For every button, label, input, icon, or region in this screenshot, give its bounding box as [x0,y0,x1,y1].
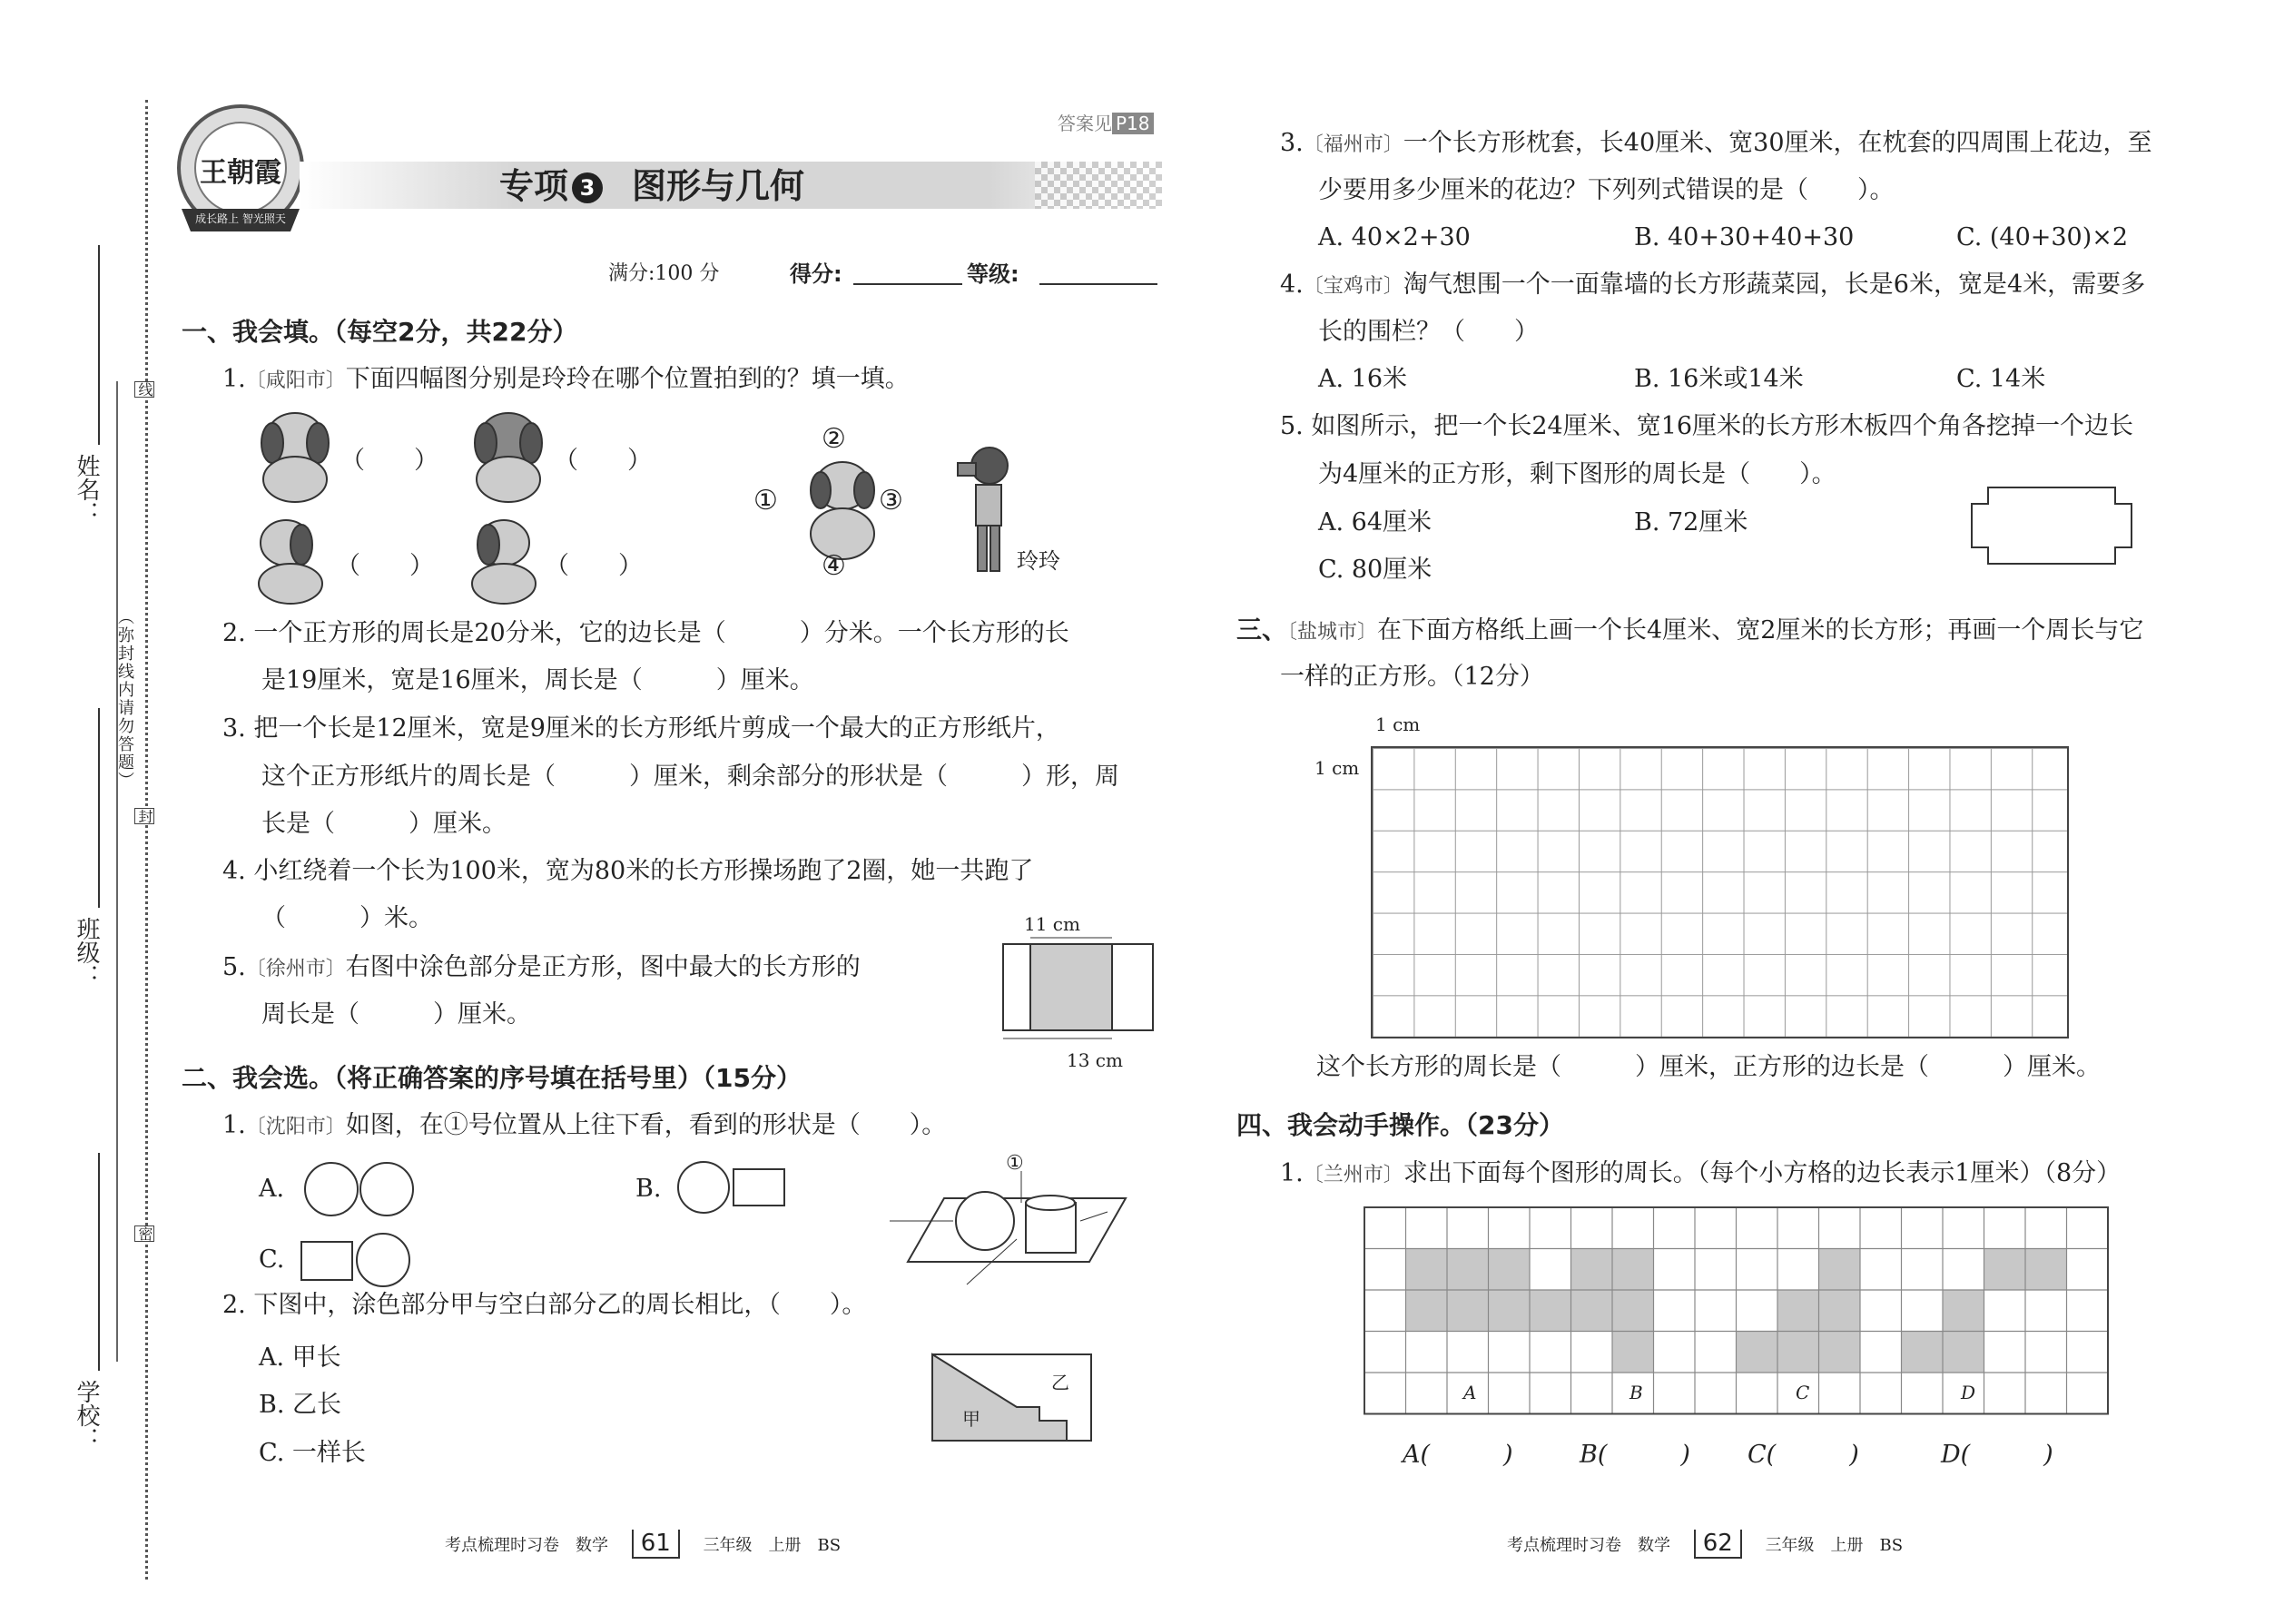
right-q5-line2: 为4厘米的正方形，剩下图形的周长是（ ）。 [1318,460,1836,488]
sec2-q2-text: 2. 下图中，涂色部分甲与空白部分乙的周长相比，（ ）。 [222,1291,867,1319]
sec1-q2-line1: 2. 一个正方形的周长是20分米，它的边长是（ ）分米。一个长方形的长 [222,619,1069,647]
dog-front-icon [261,413,329,502]
seal-tag-xian: 线 [136,382,153,397]
answer-ref-label: 答案见 [1058,113,1112,134]
name-label: 姓名： [73,454,100,525]
girl-name: 玲玲 [1017,548,1060,574]
right-q3-line1 [1280,127,2152,162]
q-text: 右图中涂色部分是正方形，图中最大的长方形的 [345,953,861,981]
sec1-q5-line2: 周长是（ ）厘米。 [261,1000,531,1029]
answer-c[interactable]: C( ) [1748,1441,1859,1469]
logo-brand: 王朝霞 [200,157,281,189]
q5-rect-figure [999,935,1162,1062]
q-city: 〔福州市〕 [1303,133,1403,156]
right-q3-line2: 少要用多少厘米的花边？下列列式错误的是（ ）。 [1318,176,1895,204]
title-text: 图形与几何 [632,166,805,206]
pos-4: ④ [822,550,846,582]
q-num: 3. [1280,129,1304,157]
shape-c [1819,1249,1861,1373]
sec2-heading: 二、我会选。（将正确答案的序号填在括号里）（15分） [182,1063,802,1093]
logo-badge [172,100,309,236]
grade-field[interactable] [1039,283,1157,285]
grade-label: 等级: [967,261,1019,287]
full-score: 满分:100 分 [608,262,720,285]
sec3-answer: 这个长方形的周长是（ ）厘米，正方形的边长是（ ）厘米。 [1316,1053,2101,1081]
blank-1[interactable]: （ ） [340,447,438,475]
grid-cm-top: 1 cm [1375,714,1421,735]
footer-text: 考点梳理时习卷 数学 [1507,1536,1670,1555]
q-city: 〔沈阳市〕 [245,1116,346,1138]
footer-right [1507,1527,1903,1562]
right-q3-a[interactable]: A. 40×2+30 [1318,223,1471,251]
right-q4-a[interactable]: A. 16米 [1318,365,1408,393]
dog-right-side-icon [259,520,322,604]
sec1-q3-line2: 这个正方形纸片的周长是（ ）厘米，剩余部分的形状是（ ）形，周 [261,763,1119,791]
answer-b[interactable]: B( ) [1580,1441,1690,1469]
right-q4-line2: 长的围栏？（ ） [1318,318,1539,346]
title-prefix: 专项 [499,166,569,206]
q-city: 〔兰州市〕 [1303,1164,1403,1186]
answer-a[interactable]: A( ) [1403,1441,1513,1469]
blank-3[interactable]: （ ） [336,552,434,580]
q-text: 下面四幅图分别是玲玲在哪个位置拍到的？填一填。 [345,365,910,393]
sec2-q1 [222,1109,946,1144]
option-c-square-circle-icon [300,1231,418,1289]
footer-left [445,1527,841,1562]
blank-2[interactable]: （ ） [554,447,652,475]
right-q5-a[interactable]: A. 64厘米 [1318,508,1433,536]
q-city: 〔徐州市〕 [245,958,346,980]
answer-d[interactable]: D( ) [1941,1441,2053,1469]
title-number: 3 [572,172,603,203]
label-yi: 乙 [1051,1372,1069,1393]
q-text: 淘气想围一个一面靠墙的长方形蔬菜园，长是6米，宽是4米，需要多 [1403,271,2146,299]
sec1-q5-line1 [222,951,861,986]
pos-3: ③ [879,485,903,517]
blank-4[interactable]: （ ） [545,552,643,580]
class-label: 班级： [73,917,100,988]
pos-2: ② [822,423,846,455]
answer-ref-page: P18 [1112,113,1154,134]
girl-camera-icon [949,443,1021,579]
name-line [98,245,100,445]
footer-page-number: 61 [632,1530,680,1559]
sec2-q2-b[interactable]: B. 乙长 [259,1391,342,1419]
option-c[interactable]: C. [259,1245,285,1274]
q-num: 5. [222,953,246,981]
footer-page-number: 62 [1694,1530,1742,1559]
q-city: 〔盐城市〕 [1287,621,1378,644]
sec2-q2-c[interactable]: C. 一样长 [259,1439,366,1467]
view-mark: ① [1006,1152,1024,1175]
seal-tag-feng: 封 [136,809,153,823]
shape-label-b: B [1629,1382,1643,1403]
sec3-prefix: 三、 [1236,615,1288,645]
sec1-q4-line2: （ ）米。 [261,904,433,932]
sec1-q2-line2: 是19厘米，宽是16厘米，周长是（ ）厘米。 [261,666,814,694]
right-q5-line1: 5. 如图所示，把一个长24厘米、宽16厘米的长方形木板四个角各挖掉一个边长 [1280,412,2134,440]
right-q5-c[interactable]: C. 80厘米 [1318,556,1433,584]
shape-label-c: C [1796,1382,1810,1403]
dotted-fold-line [145,100,148,1580]
q-city: 〔宝鸡市〕 [1303,275,1403,298]
q-num: 1. [222,365,246,393]
logo-banner: 成长路上 智光照天 [195,212,286,225]
q-city: 〔咸阳市〕 [245,369,346,392]
dog-back-icon [475,413,542,502]
q5-top-label: 11 cm [1024,913,1080,935]
dog-left-side-icon [472,520,536,604]
right-q4-line1 [1280,269,2145,303]
school-line [98,1153,100,1371]
q-num: 1. [222,1111,246,1139]
footer-grade: 三年级 上册 BS [1765,1536,1904,1555]
right-q3-b[interactable]: B. 40+30+40+30 [1634,223,1855,251]
option-b-circle-square-icon [676,1160,794,1218]
title-checker [1035,162,1162,209]
sec1-heading: 一、我会填。（每空2分，共22分） [182,317,578,347]
sec4-q1 [1280,1157,2121,1192]
q5-bottom-label: 13 cm [1067,1049,1123,1071]
sec4-heading: 四、我会动手操作。（23分） [1236,1110,1564,1140]
drawing-grid[interactable] [1371,746,2069,1038]
cut-corner-board-figure [1970,486,2133,567]
pos-1: ① [753,485,778,517]
option-b[interactable]: B. [635,1175,662,1203]
q-num: 1. [1280,1159,1304,1187]
sec2-q2-a[interactable]: A. 甲长 [259,1343,341,1372]
sec1-q4-line1: 4. 小红绕着一个长为100米，宽为80米的长方形操场跑了2圈，她一共跑了 [222,857,1034,885]
score-label: 得分: [790,261,842,287]
class-line [98,708,100,908]
q-text: 一个长方形枕套，长40厘米、宽30厘米，在枕套的四周围上花边，至 [1403,129,2152,157]
score-field[interactable] [853,283,962,285]
right-q4-b[interactable]: B. 16米或14米 [1634,365,1804,393]
sec3-text: 在下面方格纸上画一个长4厘米、宽2厘米的长方形；再画一个周长与它 [1377,616,2144,645]
grid-cm-left: 1 cm [1314,757,1360,779]
q-text: 求出下面每个图形的周长。（每个小方格的边长表示1厘米）（8分） [1403,1159,2122,1187]
seal-tag-mi: 密 [136,1226,153,1241]
jia-yi-figure [930,1353,1094,1443]
seal-line [116,381,118,1362]
sec3-heading [1236,614,2143,649]
sec1-q3-line1: 3. 把一个长是12厘米，宽是9厘米的长方形纸片剪成一个最大的正方形纸片， [222,714,1060,743]
shape-label-a: A [1463,1382,1477,1403]
q-text: 如图，在①号位置从上往下看，看到的形状是（ ）。 [345,1111,947,1139]
footer-text: 考点梳理时习卷 数学 [445,1536,608,1555]
school-label: 学校： [73,1380,100,1451]
sec1-q1 [222,363,910,398]
right-q5-b[interactable]: B. 72厘米 [1634,508,1748,536]
option-a[interactable]: A. [259,1175,285,1203]
footer-grade: 三年级 上册 BS [703,1536,842,1555]
right-q3-c[interactable]: C. (40+30)×2 [1956,223,2129,251]
answer-ref [1058,107,1154,140]
seal-note: （弥封线内请勿答题） [115,608,134,790]
sec1-q3-line3: 长是（ ）厘米。 [261,810,507,838]
q-num: 4. [1280,271,1304,299]
right-q4-c[interactable]: C. 14米 [1956,365,2046,393]
shape-label-d: D [1961,1382,1976,1403]
sec3-line2: 一样的正方形。（12分） [1280,663,1544,691]
label-jia: 甲 [962,1408,980,1430]
page-title [499,165,804,207]
option-a-two-circles-icon [302,1160,420,1218]
